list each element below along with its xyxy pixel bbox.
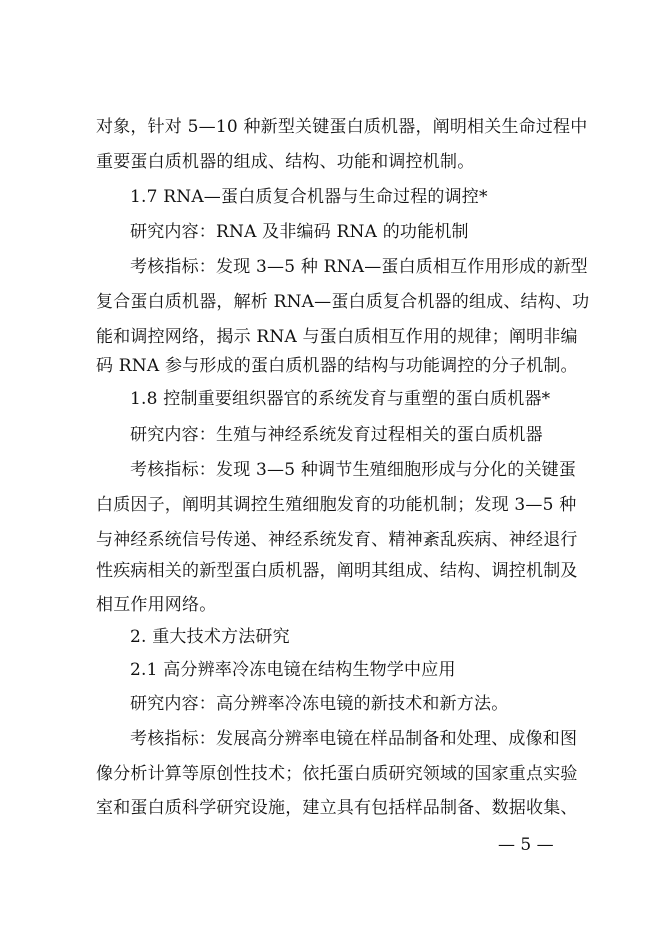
text-line: 码 RNA 参与形成的蛋白质机器的结构与功能调控的分子机制。 — [96, 356, 578, 376]
text-line: 重要蛋白质机器的组成、结构、功能和调控机制。 — [96, 152, 475, 172]
section-heading: 2.1 高分辨率冷冻电镜在结构生物学中应用 — [130, 660, 456, 680]
text-line: 考核指标：发现 3—5 种调节生殖细胞形成与分化的关键蛋 — [130, 460, 577, 480]
page-number: — 5 — — [498, 835, 554, 855]
text-line: 能和调控网络，揭示 RNA 与蛋白质相互作用的规律；阐明非编 — [96, 327, 578, 347]
text-line: 相互作用网络。 — [96, 595, 217, 615]
text-line: 复合蛋白质机器，解析 RNA—蛋白质复合机器的组成、结构、功 — [96, 292, 590, 312]
text-line: 考核指标：发现 3—5 种 RNA—蛋白质相互作用形成的新型 — [130, 257, 588, 277]
section-heading: 1.7 RNA—蛋白质复合机器与生命过程的调控* — [130, 187, 488, 207]
text-line: 白质因子，阐明其调控生殖细胞发育的功能机制；发现 3—5 种 — [96, 495, 577, 515]
text-line: 与神经系统信号传递、神经系统发育、精神紊乱疾病、神经退行 — [96, 530, 578, 550]
text-line: 研究内容：生殖与神经系统发育过程相关的蛋白质机器 — [130, 425, 543, 445]
text-line: 研究内容：RNA 及非编码 RNA 的功能机制 — [130, 222, 469, 242]
text-line: 研究内容：高分辨率冷冻电镜的新技术和新方法。 — [130, 694, 509, 714]
text-line: 性疾病相关的新型蛋白质机器，阐明其组成、结构、调控机制及 — [96, 561, 578, 581]
text-line: 对象，针对 5—10 种新型关键蛋白质机器，阐明相关生命过程中 — [96, 117, 588, 137]
text-line: 室和蛋白质科学研究设施，建立具有包括样品制备、数据收集、 — [96, 798, 578, 818]
text-line: 考核指标：发展高分辨率电镜在样品制备和处理、成像和图 — [130, 729, 578, 749]
section-heading: 1.8 控制重要组织器官的系统发育与重塑的蛋白质机器* — [130, 389, 551, 409]
text-line: 像分析计算等原创性技术；依托蛋白质研究领域的国家重点实验 — [96, 764, 578, 784]
section-heading: 2. 重大技术方法研究 — [130, 627, 290, 647]
